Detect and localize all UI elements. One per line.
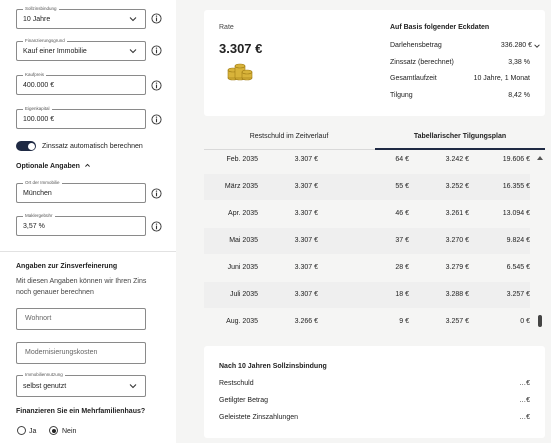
row-zins: 28 € — [395, 264, 409, 271]
row-date: Mai 2035 — [229, 237, 258, 244]
eigenkapital-value: 100.000 € — [23, 116, 55, 123]
maklergebuehr-input[interactable] — [16, 213, 146, 236]
eckdaten-value-darlehensbetrag: 336.280 € — [500, 42, 532, 49]
row-tilgung: 3.257 € — [445, 318, 469, 325]
row-restschuld: 3.257 € — [506, 291, 530, 298]
refine-text-1: Mit diesen Angaben können wir Ihren Zins — [16, 278, 147, 285]
eigenkapital-input[interactable] — [16, 106, 146, 129]
row-restschuld: 9.824 € — [506, 237, 530, 244]
modernisierungskosten-placeholder: Modernisierungskosten — [25, 349, 98, 356]
eckdaten-label-darlehensbetrag: Darlehensbetrag — [390, 42, 442, 49]
row-zins: 46 € — [395, 210, 409, 217]
row-date: Juni 2035 — [227, 264, 258, 271]
info-icon[interactable] — [151, 80, 162, 91]
after-binding-card — [204, 346, 545, 438]
chevron-down-icon — [128, 14, 138, 24]
row-tilgung: 3.252 € — [445, 183, 469, 190]
eckdaten-label-tilgung: Tilgung — [390, 92, 413, 99]
row-tilgung: 3.242 € — [445, 156, 469, 163]
mehrfamilienhaus-question: Finanzieren Sie ein Mehrfamilienhaus? — [16, 408, 146, 415]
immobiliennutzung-label: Immobiliennutzung — [25, 372, 63, 377]
wohnort-placeholder: Wohnort — [25, 315, 52, 322]
eckdaten-label-zinssatz: Zinssatz (berechnet) — [390, 59, 454, 66]
after-title: Nach 10 Jahren Sollzinsbindung — [219, 363, 327, 370]
refine-title: Angaben zur Zinsverfeinerung — [16, 263, 118, 270]
after-value-restschuld: …€ — [519, 380, 530, 387]
modernisierungskosten-input[interactable] — [16, 342, 146, 364]
row-restschuld: 6.545 € — [506, 264, 530, 271]
row-tilgung: 3.279 € — [445, 264, 469, 271]
loan-form-panel — [0, 0, 176, 443]
table-row — [204, 201, 530, 227]
rate-value: 3.307 € — [219, 41, 263, 56]
after-label-restschuld: Restschuld — [219, 380, 254, 387]
row-date: Feb. 2035 — [226, 156, 258, 163]
eckdaten-label-laufzeit: Gesamtlaufzeit — [390, 75, 437, 82]
finanzierungsgrund-label: Finanzierungsgrund — [25, 38, 65, 43]
eckdaten-value-zinssatz: 3,38 % — [508, 59, 530, 66]
chevron-up-icon — [84, 162, 91, 169]
tab-tilgungsplan[interactable]: Tabellarischer Tilgungsplan — [375, 126, 545, 150]
refine-text-2: noch genauer berechnen — [16, 289, 94, 296]
zinssatz-toggle-label: Zinssatz automatisch berechnen — [42, 143, 143, 150]
row-restschuld: 13.094 € — [502, 210, 530, 217]
chevron-down-icon[interactable] — [533, 42, 541, 50]
row-tilgung: 3.288 € — [445, 291, 469, 298]
maklergebuehr-value: 3,57 % — [23, 223, 45, 230]
table-scrollbar[interactable] — [536, 153, 544, 333]
sollzinsbindung-label: Sollzinsbindung — [25, 6, 57, 11]
eckdaten-value-tilgung: 8,42 % — [508, 92, 530, 99]
tab-restschuld[interactable]: Restschuld im Zeitverlauf — [249, 133, 329, 140]
row-rate: 3.307 € — [294, 237, 318, 244]
eckdaten-title: Auf Basis folgender Eckdaten — [390, 24, 490, 31]
info-icon[interactable] — [151, 221, 162, 232]
row-rate: 3.266 € — [294, 318, 318, 325]
ort-value: München — [23, 190, 52, 197]
row-rate: 3.307 € — [294, 156, 318, 163]
optionale-angaben-toggle[interactable] — [16, 162, 91, 170]
radio-nein-label: Nein — [62, 428, 77, 435]
row-zins: 55 € — [395, 183, 409, 190]
radio-ja-label: Ja — [29, 428, 37, 435]
sollzinsbindung-value: 10 Jahre — [23, 16, 51, 23]
immobiliennutzung-select[interactable] — [16, 372, 146, 397]
after-label-zinszahlungen: Geleistete Zinszahlungen — [219, 414, 298, 421]
row-restschuld: 0 € — [520, 318, 530, 325]
rate-label: Rate — [219, 24, 234, 31]
maklergebuehr-label: Maklergebühr — [25, 213, 53, 218]
eckdaten-value-laufzeit: 10 Jahre, 1 Monat — [473, 75, 530, 82]
chevron-down-icon — [128, 381, 138, 391]
row-rate: 3.307 € — [294, 183, 318, 190]
row-rate: 3.307 € — [294, 291, 318, 298]
info-icon[interactable] — [151, 114, 162, 125]
immobiliennutzung-value: selbst genutzt — [23, 383, 67, 390]
row-zins: 9 € — [399, 318, 409, 325]
row-zins: 64 € — [395, 156, 409, 163]
sollzinsbindung-select[interactable] — [16, 6, 146, 29]
info-icon[interactable] — [151, 13, 162, 24]
row-rate: 3.307 € — [294, 210, 318, 217]
row-restschuld: 16.355 € — [502, 183, 530, 190]
row-date: Aug. 2035 — [226, 318, 258, 325]
kaufpreis-label: Kaufpreis — [25, 72, 45, 77]
radio-nein[interactable] — [49, 426, 58, 435]
wohnort-input[interactable] — [16, 308, 146, 330]
eigenkapital-label: Eigenkapital — [25, 106, 50, 111]
after-label-getilgt: Getilgter Betrag — [219, 397, 269, 404]
row-date: Juli 2035 — [229, 291, 258, 298]
row-zins: 18 € — [395, 291, 409, 298]
optionale-angaben-label: Optionale Angaben — [16, 163, 80, 170]
chevron-down-icon — [128, 46, 138, 56]
table-row — [204, 255, 530, 281]
row-date: Apr. 2035 — [228, 210, 258, 217]
finanzierungsgrund-select[interactable] — [16, 38, 146, 61]
kaufpreis-value: 400.000 € — [23, 82, 55, 89]
coins-icon — [227, 60, 253, 81]
row-zins: 37 € — [395, 237, 409, 244]
table-row — [204, 309, 530, 335]
row-tilgung: 3.261 € — [445, 210, 469, 217]
row-date: März 2035 — [224, 183, 258, 190]
row-restschuld: 19.606 € — [502, 156, 530, 163]
table-row — [204, 228, 530, 254]
radio-ja[interactable] — [17, 426, 26, 435]
info-icon[interactable] — [151, 188, 162, 199]
table-row — [204, 282, 530, 308]
row-rate: 3.307 € — [294, 264, 318, 271]
table-row — [204, 174, 530, 200]
ort-label: Ort der Immobilie — [25, 180, 60, 185]
zinssatz-auto-toggle[interactable] — [16, 141, 36, 151]
ort-input[interactable] — [16, 180, 146, 203]
info-icon[interactable] — [151, 45, 162, 56]
after-value-zinszahlungen: …€ — [519, 414, 530, 421]
after-value-getilgt: …€ — [519, 397, 530, 404]
finanzierungsgrund-value: Kauf einer Immobilie — [23, 48, 87, 55]
section-divider — [0, 251, 176, 252]
table-row — [204, 147, 530, 173]
row-tilgung: 3.270 € — [445, 237, 469, 244]
kaufpreis-input[interactable] — [16, 72, 146, 95]
toggle-knob — [28, 143, 35, 150]
